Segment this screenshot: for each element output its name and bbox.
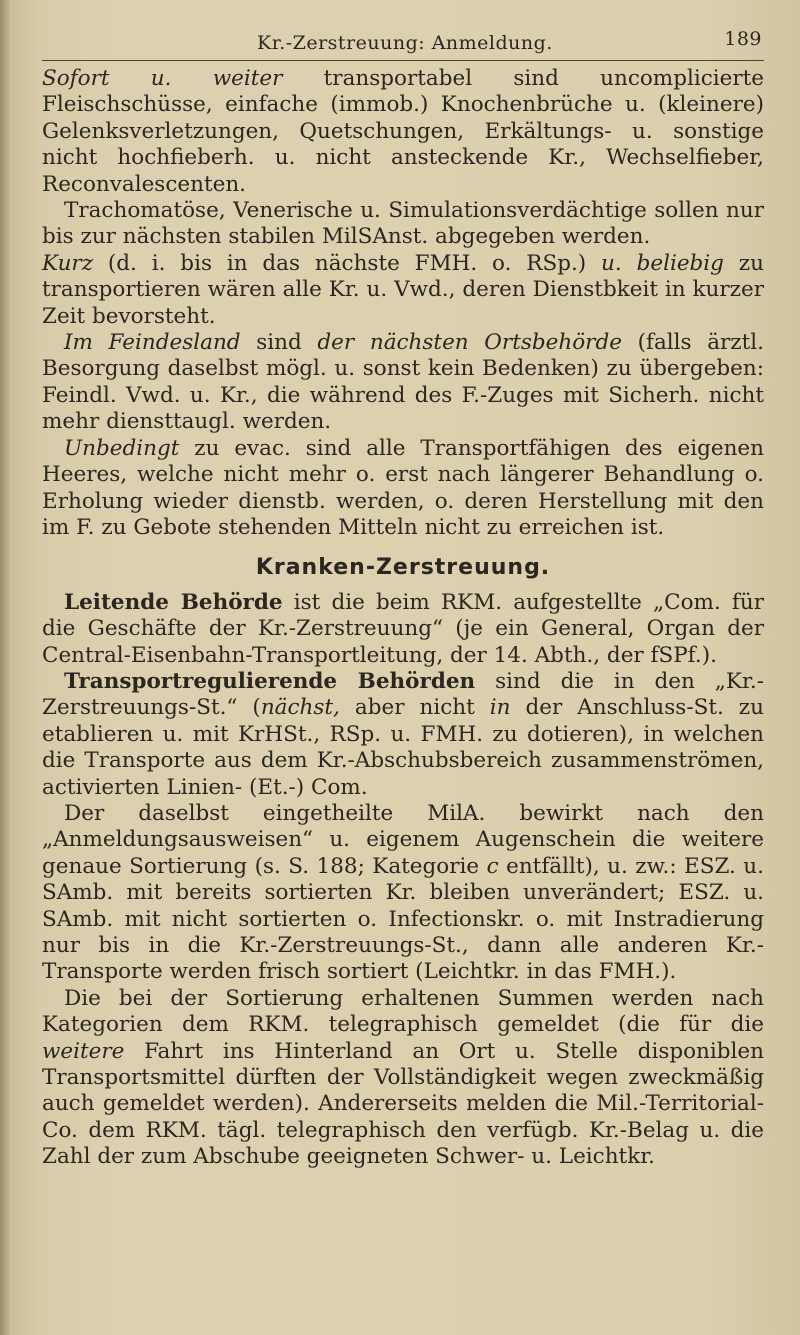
running-title: Kr.-Zerstreuung: Anmeldung. xyxy=(257,32,553,54)
running-header xyxy=(42,28,762,58)
section-title: Kranken-Zerstreuung. xyxy=(255,555,551,581)
page-body xyxy=(42,66,764,1171)
paragraph-feindesland: Im Feindesland sind der nächsten Ortsbehörde (falls ärztl. Besorgung daselbst mögl. u. sonst kein Bedenken) zu übergeben: Feindl. Vwd. u. Kr., die während des F.-Zuges mit Sicherh. nicht mehr diensttaugl. werden. xyxy=(42,330,764,435)
paragraph-trachomatoese: Trachomatöse, Venerische u. Simulationsverdächtige sollen nur bis zur nächsten stabilen MilSAnst. abgegeben werden. xyxy=(42,198,764,250)
paragraph-unbedingt: Unbedingt zu evac. sind alle Transportfähigen des eigenen Heeres, welche nicht mehr o. erst nach längerer Behandlung o. Erholung wieder dienstb. werden, o. deren Herstellung mit den im F. zu Gebote stehenden Mitteln nicht zu erreichen ist. xyxy=(42,435,764,540)
paragraph-leitende-behoerde: Leitende Behörde ist die beim RKM. aufgestellte „Com. für die Geschäfte der Kr.-Zerstreuung“ (je ein General, Organ der Central-Eisenbahn-Transportleitung, der 14. Abth., der fSPf.). xyxy=(42,589,765,668)
header-rule xyxy=(42,60,764,61)
paragraph-sortierung: Der daselbst eingetheilte MilA. bewirkt nach den „Anmeldungsausweisen“ u. eigenem Augenschein die weitere genaue Sortierung (s. S. 188; Kategorie c entfällt), u. zw.: ESZ. u. SAmb. mit bereits sortierten Kr. bleiben unverändert; ESZ. u. SAmb. mit nicht sortierten o. Infectionskr. o. mit Instradierung nur bis in die Kr.-Zerstreuungs-St., dann alle anderen Kr.-Transporte werden frisch sortiert (Leichtkr. in das FMH.). xyxy=(42,800,764,985)
page-binding-shadow xyxy=(0,0,10,1335)
paragraph-transportregulierende-behoerden: Transportregulierende Behörden sind die in den „Kr.-Zerstreuungs-St.“ (nächst, aber nicht in der Anschluss-St. zu etablieren u. mit KrHSt., RSp. u. FMH. zu dotieren), in welchen die Transporte aus dem Kr.-Abschubsbereich zusammenströmen, activierten Linien- (Et.-) Com. xyxy=(42,668,765,800)
page-number: 189 xyxy=(724,28,762,50)
paragraph-meldung: Die bei der Sortierung erhaltenen Summen werden nach Kategorien dem RKM. telegraphisch gemeldet (die für die weitere Fahrt ins Hinterland an Ort u. Stelle disponiblen Transportsmittel dürften der Vollständigkeit wegen zweckmäßig auch gemeldet werden). Andererseits melden die Mil.-Territorial-Co. dem RKM. tägl. telegraphisch den verfügb. Kr.-Belag u. die Zahl der zum Abschube geeigneten Schwer- u. Leichtkr. xyxy=(42,985,764,1170)
paragraph-kurz: Kurz (d. i. bis in das nächste FMH. o. RSp.) u. beliebig zu transportieren wären alle Kr. u. Vwd., deren Dienstbkeit in kurzer Zeit bevorsteht. xyxy=(42,250,764,329)
paragraph-sofort: Sofort u. weiter transportabel sind uncomplicierte Fleischschüsse, einfache (immob.) Knochenbrüche u. (kleinere) Gelenksverletzungen, Quetschungen, Erkältungs- u. sonstige nicht hochfieberh. u. nicht ansteckende Kr., Wechselfieber, Reconvalescenten. xyxy=(42,66,764,197)
